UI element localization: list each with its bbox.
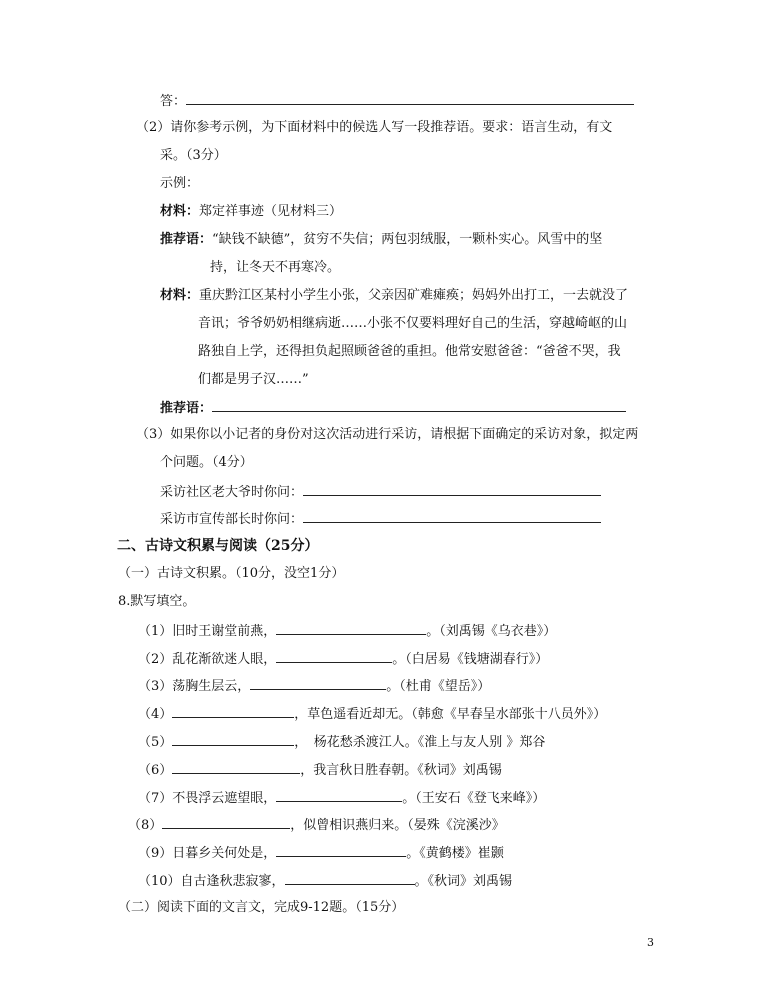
section2-heading: 二、古诗文积累与阅读（25分） [117,538,319,554]
q7-2-line2: 采。（3分） [160,148,227,163]
poem-item-3: （3）荡胸生层云， 。（杜甫《望岳》） [138,676,490,696]
interview-minister-label: 采访市宣传部长时你问： [160,512,304,527]
poem-item-8: （8） ，似曾相识燕归来。（晏殊《浣溪沙》 [128,815,505,835]
page-number: 3 [647,936,654,949]
recommendation2-blank[interactable] [212,398,626,412]
interview-elder-label: 采访社区老大爷时你问： [160,485,304,500]
poem-item-9: （9）日暮乡关何处是， 。《黄鹤楼》崔颢 [138,843,504,863]
poem-item-5: （5） ， 杨花愁杀渡江人。《淮上与友人别 》郑谷 [138,732,545,752]
poem-blank-1[interactable] [276,621,426,635]
material2 [160,287,628,305]
poem-item-10: （10）自古逢秋悲寂寥， 。《秋词》刘禹锡 [138,871,512,891]
poem-item-2: （2）乱花渐欲迷人眼， 。（白居易《钱塘湖春行》） [138,649,548,669]
recommendation-label: 推荐语： [160,232,213,247]
recommendation2-line [160,398,626,418]
poem-item-7: （7）不畏浮云遮望眼， 。（王安石《登飞来峰》） [138,788,545,808]
material2-label: 材料： [160,288,200,303]
material2-line1: 重庆黔江区某村小学生小张，父亲因矿难瘫痪；妈妈外出打工，一去就没了 [199,288,629,303]
section2-sub2: （二）阅读下面的文言文，完成9-12题。（15分） [118,900,405,915]
example-recommendation [160,231,602,249]
q7-2-line1: （2）请你参考示例，为下面材料中的候选人写一段推荐语。要求：语言生动，有文 [136,120,613,135]
answer-label: 答： [160,94,187,109]
interview-minister [160,509,601,529]
answer-blank[interactable] [186,91,634,105]
material2-line3: 路独自上学，还得担负起照顾爸爸的重担。他常安慰爸爸：“爸爸不哭，我 [198,344,621,359]
material-label: 材料： [160,204,200,219]
poem-blank-3[interactable] [250,676,386,690]
section2-sub1: （一）古诗文积累。（10分，没空1分） [118,566,345,581]
interview-elder-blank[interactable] [303,482,601,496]
recommendation2-label: 推荐语： [160,401,213,416]
recommendation-text-1: “缺钱不缺德”，贫穷不失信；两包羽绒服，一颗朴实心。风雪中的坚 [212,232,603,247]
example-material [160,203,342,221]
interview-elder [160,482,601,502]
poem-item-1: （1）旧时王谢堂前燕， 。（刘禹锡《乌衣巷》） [138,621,556,641]
poem-blank-6[interactable] [172,760,300,774]
poem-blank-7[interactable] [276,788,402,802]
poem-item-6: （6） ，我言秋日胜春朝。《秋词》刘禹锡 [138,760,502,780]
poem-blank-10[interactable] [285,871,415,885]
interview-minister-blank[interactable] [303,509,601,523]
example-label: 示例： [160,176,200,191]
poem-blank-4[interactable] [172,704,294,718]
answer-line [160,91,634,111]
poem-blank-8[interactable] [162,815,290,829]
material2-line2: 音讯；爷爷奶奶相继病逝……小张不仅要料理好自己的生活，穿越崎岖的山 [198,316,628,331]
q7-3-line1: （3）如果你以小记者的身份对这次活动进行采访，请根据下面确定的采访对象，拟定两 [136,427,639,442]
poem-item-4: （4） ，草色遥看近却无。（韩愈《早春呈水部张十八员外》） [138,704,606,724]
material-text: 郑定祥事迹（见材料三） [199,204,343,219]
material2-line4: 们都是男子汉……” [198,372,309,387]
q8-title: 8.默写填空。 [118,594,196,609]
poem-blank-9[interactable] [276,843,406,857]
q7-3-line2: 个问题。（4分） [160,455,253,470]
poem-blank-2[interactable] [276,649,392,663]
recommendation-text-2: 持，让冬天不再寒冷。 [210,260,341,275]
poem-blank-5[interactable] [172,732,294,746]
